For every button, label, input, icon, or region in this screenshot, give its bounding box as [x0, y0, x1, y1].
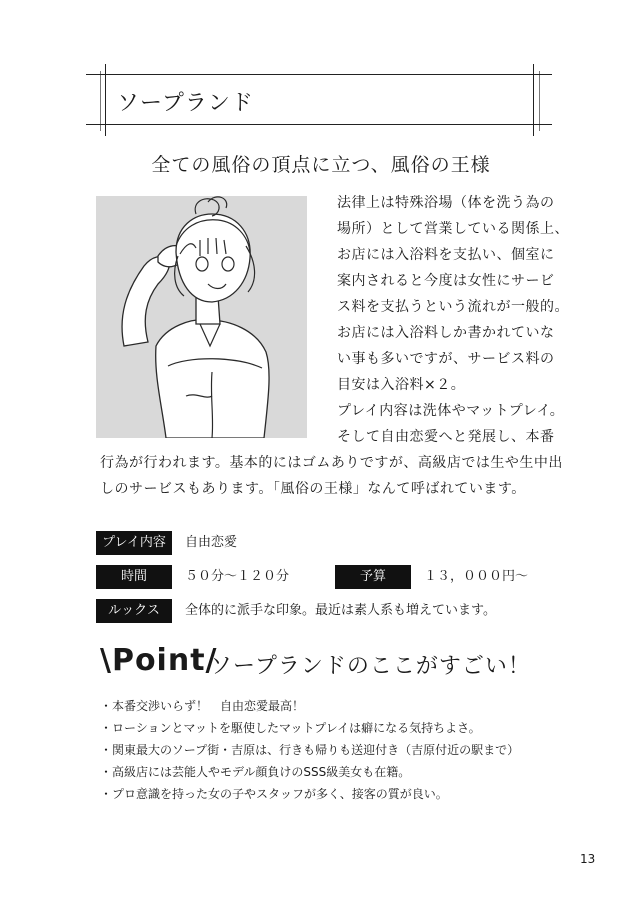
- point-bullet-3: ・関東最大のソープ街・吉原は、行きも帰りも送迎付き（吉原付近の駅まで）: [100, 743, 520, 757]
- woman-saluting-sketch: [96, 196, 307, 438]
- illustration-image: [96, 196, 307, 438]
- point-bullet-2: ・ローションとマットを駆使したマットプレイは癖になる気持ちよさ。: [100, 721, 481, 735]
- body-line-11: 行為が行われます。基本的にはゴムありですが、高級店では生や生中出: [100, 455, 563, 471]
- play-label: プレイ内容: [96, 531, 172, 555]
- body-line-12: しのサービスもあります。「風俗の王様」なんて呼ばれています。: [100, 481, 526, 497]
- body-line-7: い事も多いですが、サービス料の: [337, 351, 555, 367]
- frame-left-line: [105, 64, 106, 136]
- budget-value: １３，０００円～: [424, 569, 529, 584]
- looks-label: ルックス: [96, 599, 172, 623]
- body-line-2: 場所）として営業している関係上、: [337, 221, 569, 237]
- page-number: 13: [580, 852, 596, 866]
- body-line-10: そして自由恋愛へと発展し、本番: [337, 429, 555, 445]
- point-bullet-1: ・本番交渉いらず！ 自由恋愛最高！: [100, 699, 305, 713]
- point-bullet-4: ・高級店には芸能人やモデル顔負けのSSS級美女も在籍。: [100, 765, 411, 779]
- point-heading: \Point/: [100, 643, 218, 678]
- time-label: 時間: [96, 565, 172, 589]
- page-subtitle: 全ての風俗の頂点に立つ、風俗の王様: [151, 154, 491, 176]
- body-line-9: プレイ内容は洗体やマットプレイ。: [337, 403, 565, 419]
- frame-left-line-2: [100, 71, 101, 131]
- looks-value: 全体的に派手な印象。最近は素人系も増えています。: [185, 603, 496, 618]
- body-line-8: 目安は入浴料×２。: [337, 377, 466, 393]
- frame-bottom-line: [86, 124, 552, 125]
- time-value: ５０分～１２０分: [185, 569, 290, 584]
- frame-top-line: [86, 74, 552, 75]
- body-line-4: 案内されると今度は女性にサービ: [337, 273, 555, 289]
- frame-right-line-2: [539, 71, 540, 131]
- frame-right-line: [533, 64, 534, 136]
- body-line-5: ス料を支払うという流れが一般的。: [337, 299, 569, 315]
- play-value: 自由恋愛: [185, 535, 238, 550]
- body-line-1: 法律上は特殊浴場（体を洗う為の: [337, 195, 555, 211]
- page-title: ソープランド: [117, 91, 254, 116]
- body-line-3: お店には入浴料を支払い、個室に: [337, 247, 555, 263]
- point-bullet-5: ・プロ意識を持った女の子やスタッフが多く、接客の質が良い。: [100, 787, 448, 801]
- point-subheading: ソープランドのここがすごい！: [210, 654, 531, 679]
- body-line-6: お店には入浴料しか書かれていな: [337, 325, 555, 341]
- budget-label: 予算: [335, 565, 411, 589]
